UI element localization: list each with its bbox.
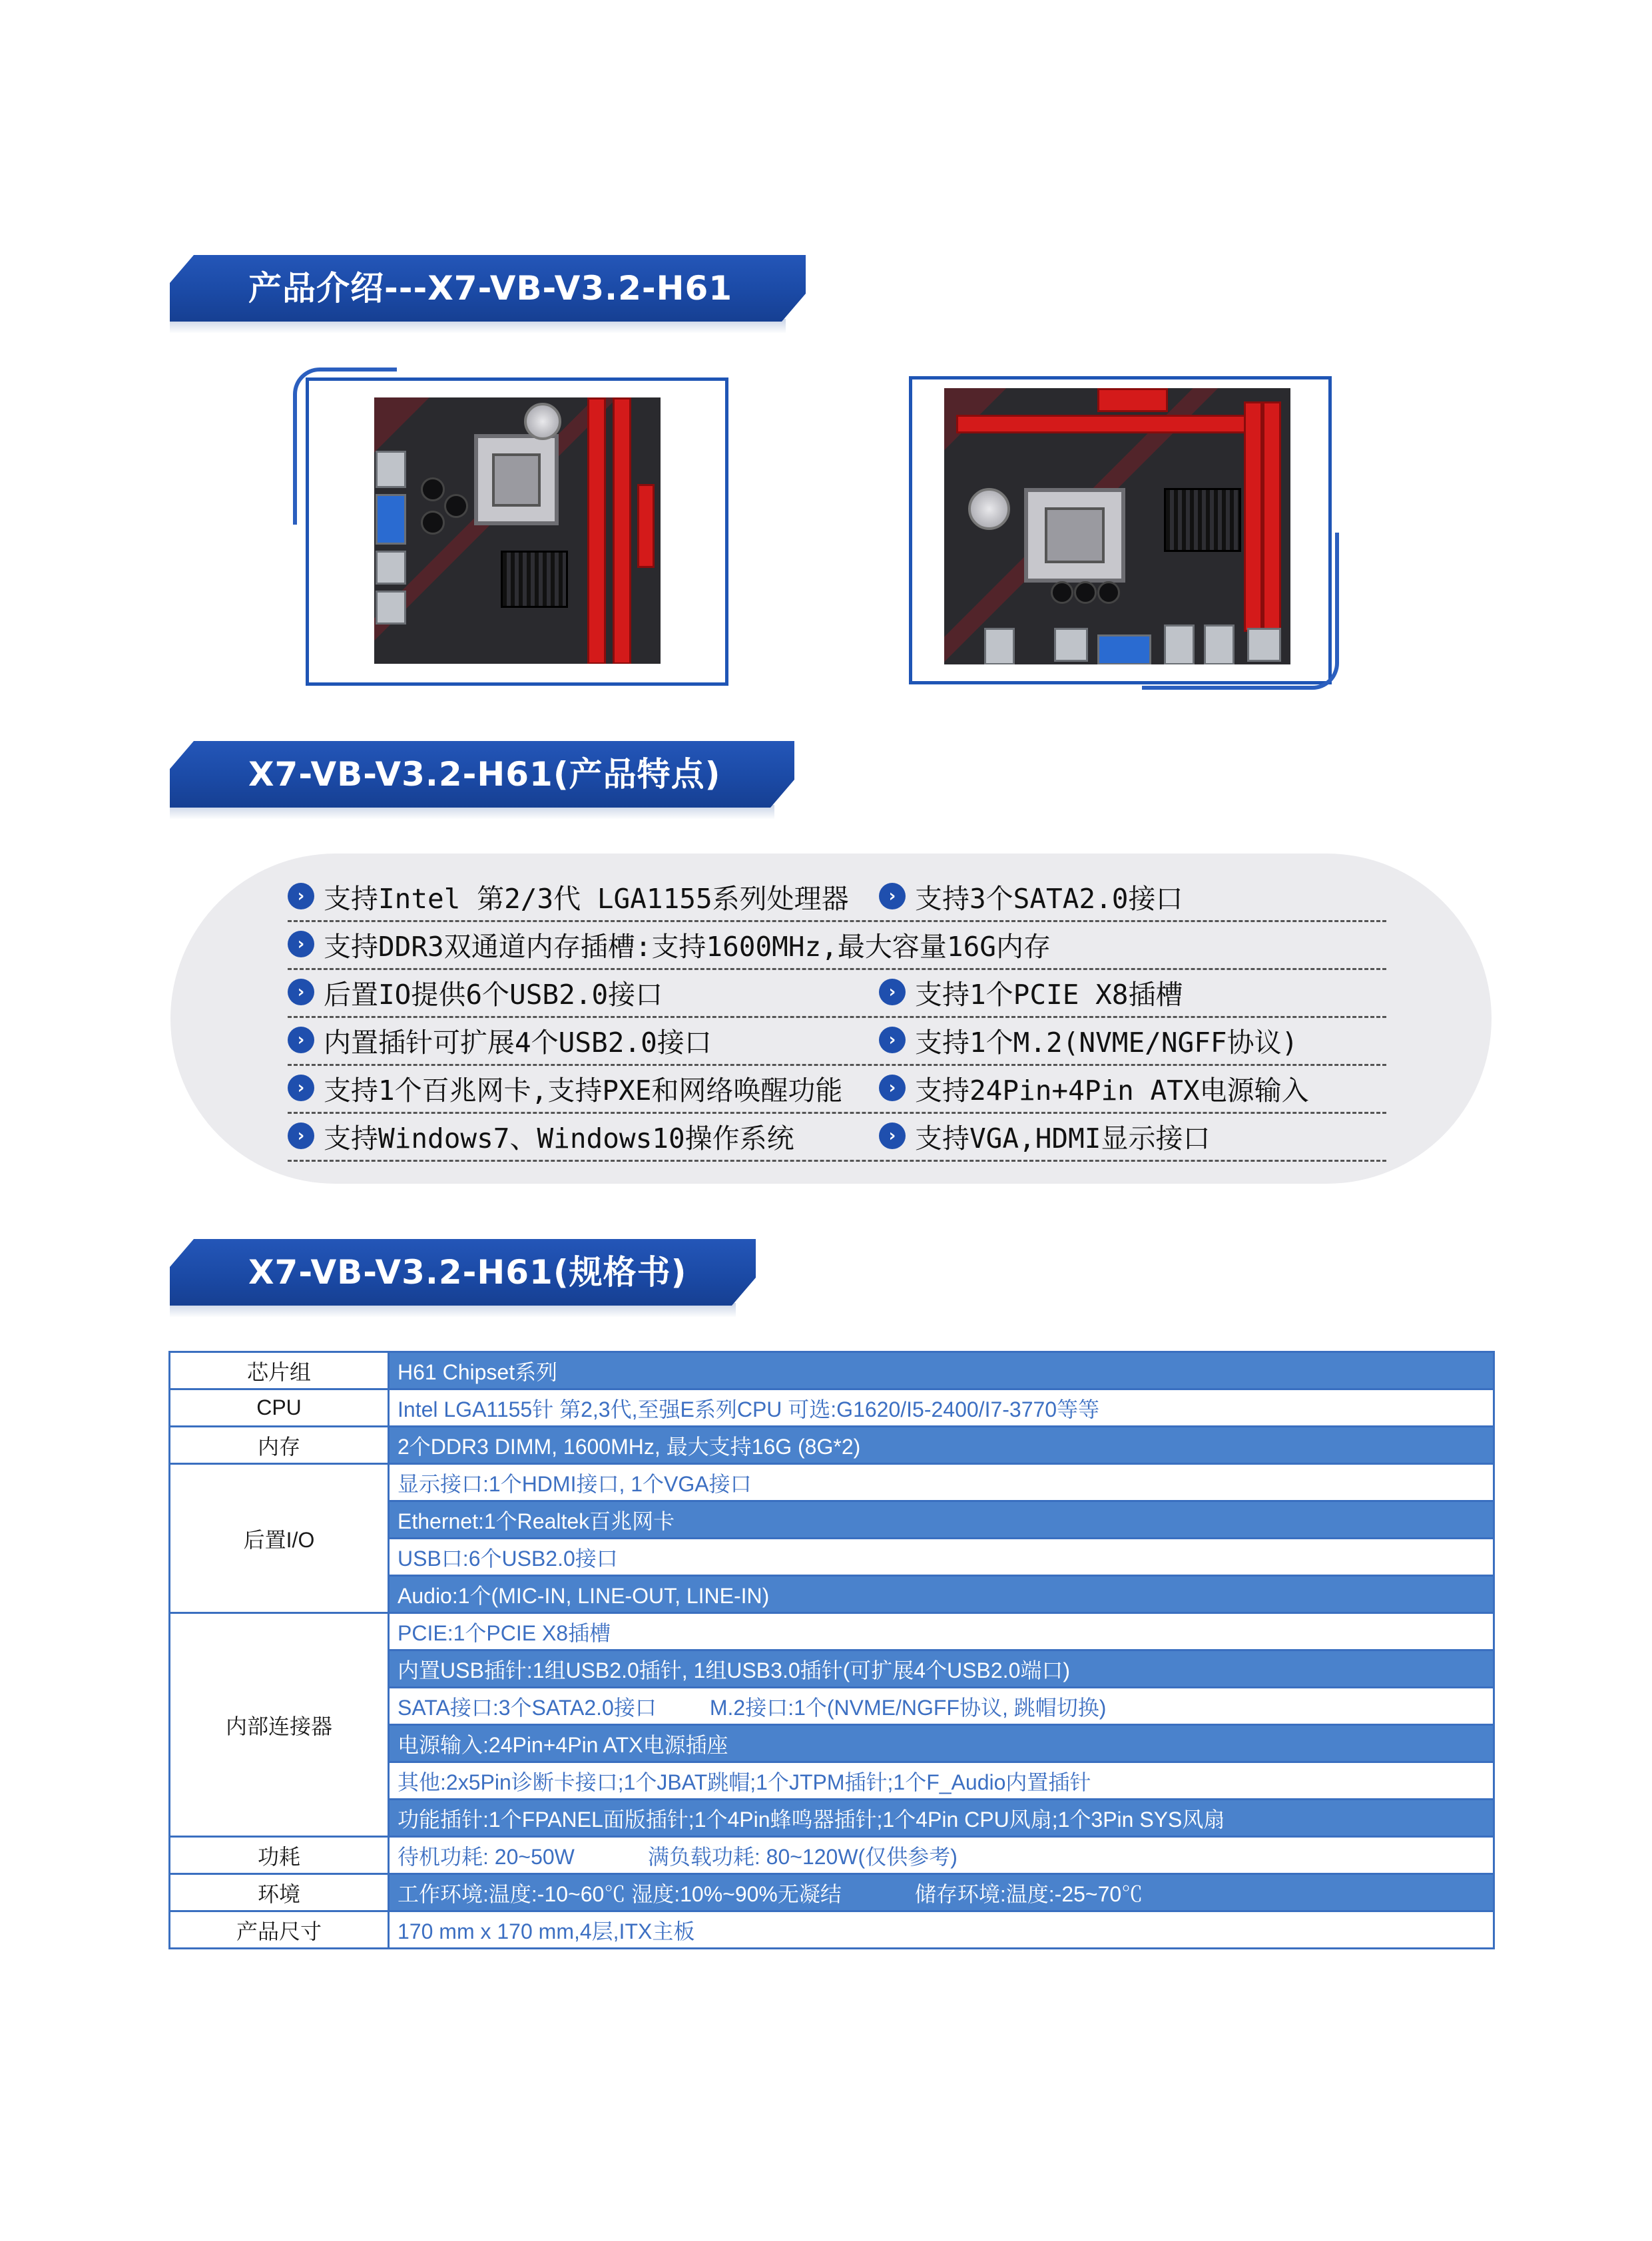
spec-label-rear-io: 后置I/O (170, 1464, 389, 1613)
spec-value-int-m2: M.2接口:1个(NVME/NGFF协议, 跳帽切换) (709, 1695, 1107, 1720)
table-row (170, 1837, 1494, 1874)
feature-item: › 支持Intel 第2/3代 LGA1155系列处理器 (288, 872, 849, 920)
chevron-right-icon: › (288, 1075, 314, 1101)
chevron-right-icon: › (288, 1122, 314, 1149)
chevron-right-icon: › (288, 1027, 314, 1053)
spec-label-environment: 环境 (170, 1874, 389, 1911)
spec-value-int-headers: 功能插针:1个FPANEL面版插针;1个4Pin蜂鸣器插针;1个4Pin CPU风扇;1个3Pin SYS风扇 (389, 1800, 1494, 1837)
section-banner-intro (170, 255, 806, 322)
chevron-right-icon: › (879, 1122, 906, 1149)
table-row (170, 1613, 1494, 1650)
spec-label-power: 功耗 (170, 1837, 389, 1874)
spec-value-int-other: 其他:2x5Pin诊断卡接口;1个JBAT跳帽;1个JTPM插针;1个F_Audio内置插针 (389, 1762, 1494, 1800)
spec-label-cpu: CPU (170, 1389, 389, 1427)
spec-value-memory: 2个DDR3 DIMM, 1600MHz, 最大支持16G (8G*2) (389, 1427, 1494, 1464)
feature-item: › 后置IO提供6个USB2.0接口 (288, 968, 663, 1016)
feature-item: › 支持DDR3双通道内存插槽:支持1600MHz,最大容量16G内存 (288, 920, 1051, 968)
feature-item: › 支持1个PCIE X8插槽 (879, 968, 1183, 1016)
spec-value-rear-ethernet: Ethernet:1个Realtek百兆网卡 (389, 1501, 1494, 1539)
chevron-right-icon: › (879, 1027, 906, 1053)
spec-value-int-pcie: PCIE:1个PCIE X8插槽 (389, 1613, 1494, 1650)
chevron-right-icon: › (879, 883, 906, 909)
spec-label-size: 产品尺寸 (170, 1911, 389, 1949)
table-row (170, 1389, 1494, 1427)
feature-item: › 支持Windows7、Windows10操作系统 (288, 1112, 794, 1160)
spec-value-power (389, 1837, 1494, 1874)
feature-row (288, 920, 1386, 970)
chevron-right-icon: › (288, 979, 314, 1005)
spec-label-chipset: 芯片组 (170, 1352, 389, 1389)
section-title-intro: 产品介绍---X7-VB-V3.2-H61 (248, 269, 733, 308)
spec-value-env-work: 工作环境:温度:-10~60℃ 湿度:10%~90%无凝结 (398, 1881, 842, 1906)
chevron-right-icon: › (879, 979, 906, 1005)
feature-item: › 支持24Pin+4Pin ATX电源输入 (879, 1064, 1309, 1112)
feature-row (288, 968, 1386, 1018)
table-row (170, 1874, 1494, 1911)
feature-row (288, 872, 1386, 922)
spec-label-memory: 内存 (170, 1427, 389, 1464)
table-row (170, 1464, 1494, 1501)
chevron-right-icon: › (288, 931, 314, 957)
spec-value-int-storage (389, 1688, 1494, 1725)
spec-value-env-store: 储存环境:温度:-25~70℃ (914, 1881, 1143, 1906)
feature-row (288, 1064, 1386, 1114)
spec-value-rear-usb: USB口:6个USB2.0接口 (389, 1539, 1494, 1576)
feature-row (288, 1112, 1386, 1162)
spec-value-rear-display: 显示接口:1个HDMI接口, 1个VGA接口 (389, 1464, 1494, 1501)
table-row (170, 1911, 1494, 1949)
feature-item: › 支持VGA,HDMI显示接口 (879, 1112, 1210, 1160)
spec-value-int-sata: SATA接口:3个SATA2.0接口 (398, 1695, 657, 1720)
spec-value-rear-audio: Audio:1个(MIC-IN, LINE-OUT, LINE-IN) (389, 1576, 1494, 1613)
feature-item: › 支持1个百兆网卡,支持PXE和网络唤醒功能 (288, 1064, 842, 1112)
spec-value-power-full: 满负载功耗: 80~120W(仅供参考) (647, 1844, 958, 1869)
section-title-spec: X7-VB-V3.2-H61(规格书) (248, 1253, 687, 1292)
chevron-right-icon: › (879, 1075, 906, 1101)
feature-item: › 支持1个M.2(NVME/NGFF协议) (879, 1016, 1298, 1064)
spec-table (168, 1351, 1495, 1949)
spec-value-cpu: Intel LGA1155针 第2,3代,至强E系列CPU 可选:G1620/I5-2400/I7-3770等等 (389, 1389, 1494, 1427)
section-banner-features (170, 741, 794, 808)
spec-value-int-power: 电源输入:24Pin+4Pin ATX电源插座 (389, 1725, 1494, 1762)
spec-label-internal: 内部连接器 (170, 1613, 389, 1837)
feature-item: › 内置插针可扩展4个USB2.0接口 (288, 1016, 712, 1064)
section-banner-spec (170, 1239, 756, 1306)
spec-value-size: 170 mm x 170 mm,4层,ITX主板 (389, 1911, 1494, 1949)
spec-value-power-idle: 待机功耗: 20~50W (398, 1844, 575, 1869)
chevron-right-icon: › (288, 883, 314, 909)
spec-value-environment (389, 1874, 1494, 1911)
feature-item: › 支持3个SATA2.0接口 (879, 872, 1183, 920)
spec-value-chipset: H61 Chipset系列 (389, 1352, 1494, 1389)
section-title-features: X7-VB-V3.2-H61(产品特点) (248, 755, 721, 794)
table-row (170, 1352, 1494, 1389)
spec-value-int-usb: 内置USB插针:1组USB2.0插针, 1组USB3.0插针(可扩展4个USB2.0端口) (389, 1650, 1494, 1688)
feature-row (288, 1016, 1386, 1066)
table-row (170, 1427, 1494, 1464)
